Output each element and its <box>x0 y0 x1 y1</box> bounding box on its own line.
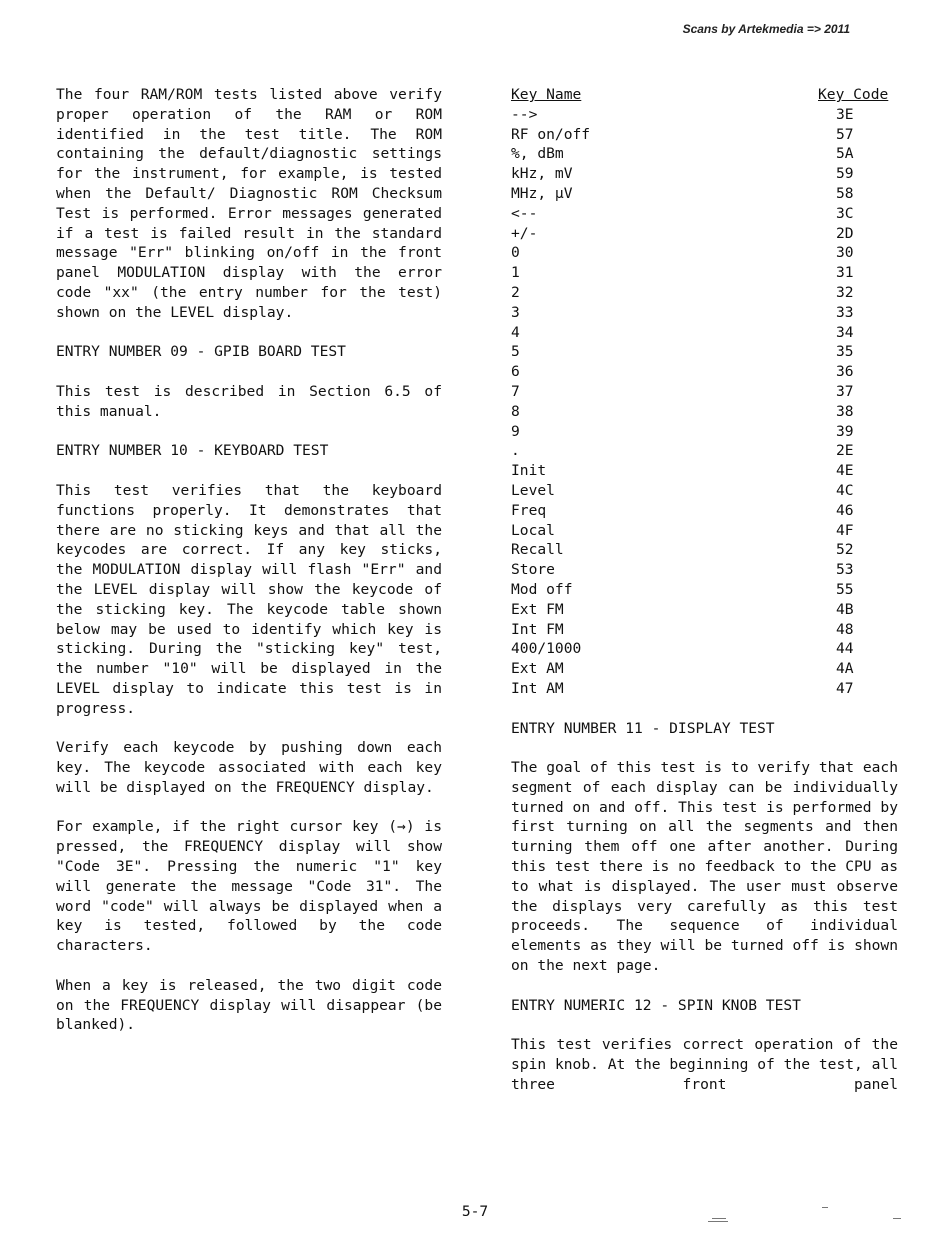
keycode-row <box>511 639 898 659</box>
key-code-cell: 31 <box>836 264 854 282</box>
keycode-row <box>511 580 898 600</box>
gpib-board-test-paragraph: This test is described in Section 6.5 of this manual. <box>56 382 442 420</box>
spin-knob-test-paragraph: This test verifies correct operation of the spin knob. At the beginning of the test, all three front panel <box>511 1036 898 1093</box>
scan-speck <box>822 1207 828 1208</box>
scan-speck <box>708 1221 728 1222</box>
keycode-row <box>511 481 898 501</box>
key-name-cell: . <box>511 442 520 460</box>
keycode-row <box>511 679 898 699</box>
key-code-cell: 46 <box>836 501 854 519</box>
key-name-cell: 2 <box>511 283 520 301</box>
key-code-cell: 4F <box>836 521 854 539</box>
key-name-cell: %, dBm <box>511 145 564 163</box>
key-code-cell: 2E <box>836 442 854 460</box>
keycode-table-body <box>511 105 898 699</box>
key-name-cell: Init <box>511 462 547 480</box>
verify-keycode-paragraph: Verify each keycode by pushing down each key. The keycode associated with each key will be displayed on the FREQUENCY display. <box>56 739 442 796</box>
keyboard-test-paragraph: This test verifies that the keyboard functions properly. It demonstrates that there are no sticking keys and that all the keycodes are correct. If any key sticks, the MODULATION display will flash "Err" and the LEVEL display will show the keycode of the sticking key. The keycode table shown below may be used to identify which key is sticking. During the "sticking key" test, the number "10" will be displayed in the LEVEL display to indicate this test is in progress. <box>56 481 442 717</box>
keycode-table-header <box>511 85 898 105</box>
keyboard-test-heading: ENTRY NUMBER 10 - KEYBOARD TEST <box>56 442 329 460</box>
keycode-row <box>511 362 898 382</box>
page-number: 5-7 <box>461 1203 489 1220</box>
key-name-cell: 3 <box>511 303 520 321</box>
key-name-cell: Store <box>511 561 555 579</box>
key-code-header: Key Code <box>818 86 889 103</box>
keycode-row <box>511 560 898 580</box>
keycode-row <box>511 184 898 204</box>
keycode-row <box>511 600 898 620</box>
key-code-cell: 39 <box>836 422 854 440</box>
key-name-cell: Int AM <box>511 679 564 697</box>
key-code-cell: 38 <box>836 402 854 420</box>
key-name-cell: Freq <box>511 501 547 519</box>
key-name-cell: 400/1000 <box>511 640 582 658</box>
key-name-header: Key Name <box>511 86 582 103</box>
key-code-cell: 55 <box>836 580 854 598</box>
key-name-cell: kHz, mV <box>511 165 573 183</box>
keycode-row <box>511 382 898 402</box>
key-code-cell: 52 <box>836 541 854 559</box>
keycode-row <box>511 422 898 442</box>
key-code-cell: 37 <box>836 382 854 400</box>
keycode-row <box>511 105 898 125</box>
key-name-cell: 1 <box>511 264 520 282</box>
example-paragraph: For example, if the right cursor key (→) is pressed, the FREQUENCY display will show "Code 3E". Pressing the numeric "1" key will generate the message "Code 31". The word "code" will always be displayed when a key is tested, followed by the code characters. <box>56 818 442 955</box>
key-name-cell: Ext FM <box>511 600 564 618</box>
key-name-cell: Ext AM <box>511 660 564 678</box>
key-code-cell: 4C <box>836 481 854 499</box>
keycode-row <box>511 620 898 640</box>
key-code-cell: 53 <box>836 561 854 579</box>
key-code-cell: 4A <box>836 660 854 678</box>
key-name-cell: 8 <box>511 402 520 420</box>
key-name-cell: Mod off <box>511 580 573 598</box>
key-name-cell: Recall <box>511 541 564 559</box>
key-name-cell: RF on/off <box>511 125 591 143</box>
display-test-paragraph: The goal of this test is to verify that each segment of each display can be individually turned on and off. This test is performed by first turning on all the segments and then turning them off one after another. During this test there is no feedback to the CPU as to what is displayed. The user must observe the displays very carefully as this test proceeds. The sequence of individual elements as they will be turned off is shown on the next page. <box>511 759 898 975</box>
key-code-cell: 32 <box>836 283 854 301</box>
key-name-cell: 0 <box>511 244 520 262</box>
scan-credit: Scans by Artekmedia => 2011 <box>682 22 850 36</box>
display-test-heading: ENTRY NUMBER 11 - DISPLAY TEST <box>511 719 775 737</box>
key-name-cell: 9 <box>511 422 520 440</box>
key-code-cell: 4E <box>836 462 854 480</box>
key-code-cell: 44 <box>836 640 854 658</box>
key-name-cell: --> <box>511 105 538 123</box>
keycode-row <box>511 125 898 145</box>
key-name-cell: Int FM <box>511 620 564 638</box>
gpib-board-test-heading: ENTRY NUMBER 09 - GPIB BOARD TEST <box>56 343 346 361</box>
key-release-paragraph: When a key is released, the two digit code on the FREQUENCY display will disappear (be blanked). <box>56 976 442 1034</box>
key-name-cell: Local <box>511 521 555 539</box>
keycode-row <box>511 263 898 283</box>
keycode-row <box>511 204 898 224</box>
key-code-cell: 3C <box>836 204 854 222</box>
keycode-row <box>511 540 898 560</box>
ram-rom-tests-paragraph: The four RAM/ROM tests listed above verify proper operation of the RAM or ROM identified in the test title. The ROM containing the default/diagnostic settings for the instrument, for example, is tested when the Default/ Diagnostic ROM Checksum Test is performed. Error messages generated if a test is failed result in the standard message "Err" blinking on/off in the front panel MODULATION display with the error code "xx" (the entry number for the test) shown on the LEVEL display. <box>56 86 442 321</box>
key-name-cell: 5 <box>511 343 520 361</box>
keycode-row <box>511 164 898 184</box>
right-column <box>511 85 898 1114</box>
keycode-row <box>511 323 898 343</box>
key-code-cell: 4B <box>836 600 854 618</box>
key-code-cell: 5A <box>836 145 854 163</box>
key-name-cell: MHz, µV <box>511 184 573 202</box>
scan-speck <box>893 1218 901 1219</box>
left-column <box>56 85 442 1055</box>
key-name-cell: <-- <box>511 204 538 222</box>
keycode-row <box>511 461 898 481</box>
key-code-cell: 59 <box>836 165 854 183</box>
key-name-cell: Level <box>511 481 555 499</box>
keycode-row <box>511 224 898 244</box>
keycode-row <box>511 303 898 323</box>
keycode-row <box>511 659 898 679</box>
keycode-row <box>511 283 898 303</box>
key-code-cell: 34 <box>836 323 854 341</box>
keycode-table <box>511 85 898 699</box>
key-name-cell: +/- <box>511 224 538 242</box>
keycode-row <box>511 243 898 263</box>
keycode-row <box>511 342 898 362</box>
key-code-cell: 2D <box>836 224 854 242</box>
key-code-cell: 30 <box>836 244 854 262</box>
spin-knob-test-heading: ENTRY NUMERIC 12 - SPIN KNOB TEST <box>511 996 801 1014</box>
key-code-cell: 57 <box>836 125 854 143</box>
key-code-cell: 35 <box>836 343 854 361</box>
scan-speck <box>712 1218 726 1219</box>
key-name-cell: 4 <box>511 323 520 341</box>
key-code-cell: 58 <box>836 184 854 202</box>
key-code-cell: 3E <box>836 105 854 123</box>
keycode-row <box>511 144 898 164</box>
key-name-cell: 7 <box>511 382 520 400</box>
key-code-cell: 36 <box>836 363 854 381</box>
keycode-row <box>511 521 898 541</box>
key-code-cell: 48 <box>836 620 854 638</box>
key-code-cell: 47 <box>836 679 854 697</box>
key-code-cell: 33 <box>836 303 854 321</box>
key-name-cell: 6 <box>511 363 520 381</box>
keycode-row <box>511 441 898 461</box>
keycode-row <box>511 402 898 422</box>
keycode-row <box>511 501 898 521</box>
